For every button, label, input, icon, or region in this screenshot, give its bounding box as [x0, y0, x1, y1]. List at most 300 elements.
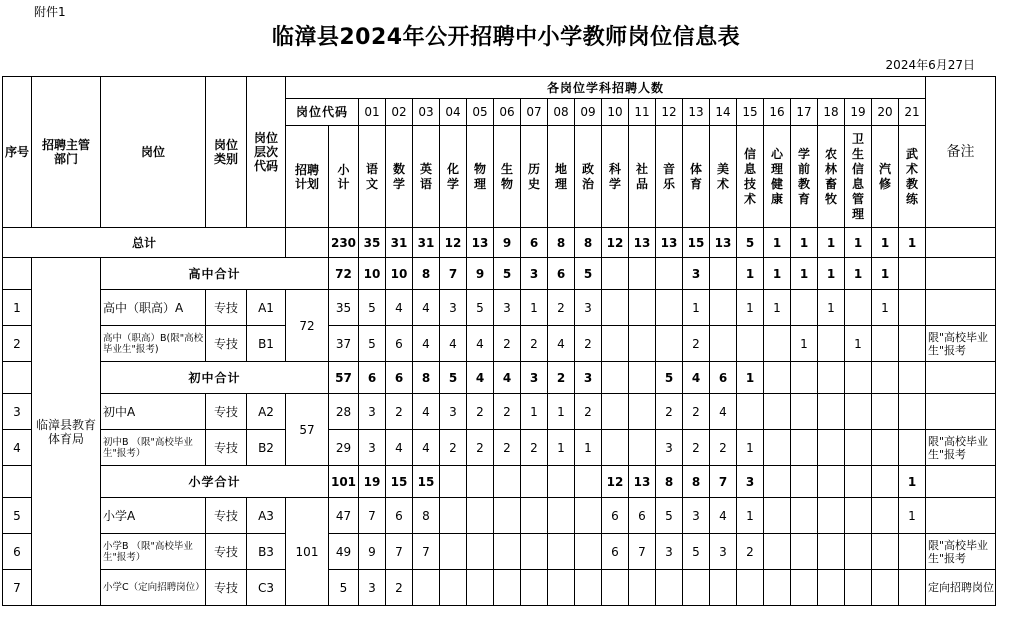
total-value: 9	[494, 228, 521, 258]
subject-code: 10	[602, 99, 629, 126]
row-value	[467, 570, 494, 606]
subject-code: 02	[386, 99, 413, 126]
header-post-type: 岗位类别	[206, 77, 247, 228]
section-value: 6	[548, 258, 575, 290]
section-subtotal: 101	[329, 466, 359, 498]
row-type: 专技	[206, 290, 247, 326]
row-remark: 限"高校毕业生"报考	[926, 534, 996, 570]
row-value	[656, 326, 683, 362]
row-value: 2	[521, 430, 548, 466]
row-value	[683, 570, 710, 606]
row-value: 5	[467, 290, 494, 326]
row-value: 6	[386, 326, 413, 362]
row-value: 3	[494, 290, 521, 326]
section-value: 8	[656, 466, 683, 498]
subject-code: 01	[359, 99, 386, 126]
row-value: 2	[467, 394, 494, 430]
row-value: 4	[413, 326, 440, 362]
row-value: 4	[710, 394, 737, 430]
row-value	[602, 430, 629, 466]
row-type: 专技	[206, 534, 247, 570]
document-date: 2024年6月27日	[885, 58, 975, 72]
header-row	[3, 77, 996, 99]
row-value	[872, 498, 899, 534]
section-value: 3	[737, 466, 764, 498]
subject-code: 19	[845, 99, 872, 126]
section-value	[629, 362, 656, 394]
section-value: 4	[494, 362, 521, 394]
subject-name: 心理健康	[764, 126, 791, 228]
row-value: 1	[737, 498, 764, 534]
section-value	[710, 258, 737, 290]
section-value: 19	[359, 466, 386, 498]
row-seq: 1	[3, 290, 32, 326]
total-value: 5	[737, 228, 764, 258]
page-title: 临漳县2024年公开招聘中小学教师岗位信息表	[271, 25, 741, 50]
section-value: 1	[845, 258, 872, 290]
row-value: 2	[494, 326, 521, 362]
subject-code: 14	[710, 99, 737, 126]
row-value	[818, 326, 845, 362]
total-value: 1	[845, 228, 872, 258]
row-remark	[926, 394, 996, 430]
subject-code: 07	[521, 99, 548, 126]
row-value	[548, 570, 575, 606]
dept-cell: 临漳县教育体育局	[32, 258, 101, 606]
total-value: 35	[359, 228, 386, 258]
section-value: 1	[791, 258, 818, 290]
total-value: 8	[548, 228, 575, 258]
section-value: 10	[359, 258, 386, 290]
remark-cell	[926, 466, 996, 498]
row-value	[845, 394, 872, 430]
row-value	[818, 430, 845, 466]
subject-code: 03	[413, 99, 440, 126]
total-subtotal: 230	[329, 228, 359, 258]
table-row	[3, 326, 996, 362]
row-value: 1	[521, 394, 548, 430]
row-value	[764, 498, 791, 534]
subject-name: 物理	[467, 126, 494, 228]
header-post: 岗位	[101, 77, 206, 228]
row-value	[467, 534, 494, 570]
row-value: 4	[467, 326, 494, 362]
row-value	[521, 534, 548, 570]
row-value: 1	[737, 290, 764, 326]
row-subtotal: 29	[329, 430, 359, 466]
row-value: 1	[548, 394, 575, 430]
subject-code: 13	[683, 99, 710, 126]
section-value	[899, 258, 926, 290]
row-value	[899, 570, 926, 606]
row-subtotal: 35	[329, 290, 359, 326]
section-value: 1	[737, 258, 764, 290]
row-value	[764, 326, 791, 362]
section-value: 5	[494, 258, 521, 290]
total-value: 31	[386, 228, 413, 258]
total-value: 1	[818, 228, 845, 258]
row-value	[818, 498, 845, 534]
row-subtotal: 37	[329, 326, 359, 362]
remark-cell	[926, 258, 996, 290]
row-value: 7	[386, 534, 413, 570]
subject-code: 21	[899, 99, 926, 126]
section-value: 3	[521, 362, 548, 394]
section-value: 8	[413, 362, 440, 394]
total-value: 13	[629, 228, 656, 258]
subject-name: 历史	[521, 126, 548, 228]
subject-name: 卫生信息管理	[845, 126, 872, 228]
row-seq: 5	[3, 498, 32, 534]
row-remark: 限"高校毕业生"报考	[926, 430, 996, 466]
row-value	[575, 498, 602, 534]
row-value	[440, 534, 467, 570]
subject-code: 11	[629, 99, 656, 126]
row-value: 4	[413, 394, 440, 430]
total-value: 15	[683, 228, 710, 258]
section-value	[764, 362, 791, 394]
section-value	[440, 466, 467, 498]
row-code: A1	[247, 290, 286, 326]
row-value	[494, 534, 521, 570]
row-seq: 2	[3, 326, 32, 362]
subject-code: 12	[656, 99, 683, 126]
row-value: 1	[548, 430, 575, 466]
row-value	[629, 430, 656, 466]
row-value	[791, 394, 818, 430]
table-row	[3, 534, 996, 570]
row-value	[899, 326, 926, 362]
seq-cell	[3, 466, 32, 498]
section-value: 5	[575, 258, 602, 290]
row-code: B2	[247, 430, 286, 466]
row-value: 6	[629, 498, 656, 534]
row-type: 专技	[206, 430, 247, 466]
section-value	[899, 362, 926, 394]
row-value	[629, 326, 656, 362]
subject-name: 体育	[683, 126, 710, 228]
section-value: 15	[386, 466, 413, 498]
row-value	[791, 534, 818, 570]
row-value: 1	[575, 430, 602, 466]
row-value	[629, 290, 656, 326]
row-value: 1	[791, 326, 818, 362]
row-value: 6	[386, 498, 413, 534]
row-value: 5	[359, 290, 386, 326]
row-value	[440, 570, 467, 606]
row-value: 6	[602, 498, 629, 534]
row-value	[575, 534, 602, 570]
subject-name: 学前教育	[791, 126, 818, 228]
row-value: 2	[683, 326, 710, 362]
row-value: 6	[602, 534, 629, 570]
row-value	[791, 290, 818, 326]
section-value	[845, 466, 872, 498]
subject-code: 18	[818, 99, 845, 126]
section-value: 13	[629, 466, 656, 498]
seq-cell	[3, 362, 32, 394]
row-value: 2	[575, 394, 602, 430]
row-value: 1	[683, 290, 710, 326]
header-seq: 序号	[3, 77, 32, 228]
section-value: 10	[386, 258, 413, 290]
row-value	[899, 394, 926, 430]
row-value	[602, 570, 629, 606]
recruitment-table	[2, 76, 996, 606]
row-value: 1	[899, 498, 926, 534]
subject-name: 武术教练	[899, 126, 926, 228]
subject-name: 信息技术	[737, 126, 764, 228]
row-value: 8	[413, 498, 440, 534]
row-value	[440, 498, 467, 534]
row-value	[575, 570, 602, 606]
section-value: 7	[710, 466, 737, 498]
section-value	[818, 362, 845, 394]
subject-code: 06	[494, 99, 521, 126]
section-value: 4	[467, 362, 494, 394]
row-value: 1	[818, 290, 845, 326]
row-value: 2	[494, 394, 521, 430]
row-value	[602, 326, 629, 362]
row-value: 1	[872, 290, 899, 326]
total-value: 1	[764, 228, 791, 258]
subject-name: 汽修	[872, 126, 899, 228]
section-value: 7	[440, 258, 467, 290]
row-value: 7	[629, 534, 656, 570]
row-type: 专技	[206, 326, 247, 362]
row-value: 3	[359, 430, 386, 466]
row-value	[602, 394, 629, 430]
row-post: 初中A	[101, 394, 206, 430]
subject-name: 社品	[629, 126, 656, 228]
row-post: 高中（职高）A	[101, 290, 206, 326]
subject-name: 生物	[494, 126, 521, 228]
subject-code: 17	[791, 99, 818, 126]
row-value	[413, 570, 440, 606]
row-value	[656, 570, 683, 606]
subject-name: 英语	[413, 126, 440, 228]
row-seq: 7	[3, 570, 32, 606]
section-value: 3	[683, 258, 710, 290]
row-value	[845, 570, 872, 606]
row-value: 2	[521, 326, 548, 362]
section-value: 2	[548, 362, 575, 394]
row-value: 4	[548, 326, 575, 362]
section-value	[791, 362, 818, 394]
row-type: 专技	[206, 394, 247, 430]
row-value: 4	[413, 430, 440, 466]
total-label: 总计	[3, 228, 286, 258]
row-value	[899, 534, 926, 570]
total-value: 13	[467, 228, 494, 258]
section-label: 高中合计	[101, 258, 329, 290]
section-value	[548, 466, 575, 498]
row-plan: 57	[286, 394, 329, 466]
row-remark: 定向招聘岗位	[926, 570, 996, 606]
section-total-row	[3, 362, 996, 394]
row-value	[494, 570, 521, 606]
row-value: 5	[656, 498, 683, 534]
subject-name: 政治	[575, 126, 602, 228]
row-value	[737, 394, 764, 430]
row-value: 3	[656, 430, 683, 466]
header-post-code: 岗位代码	[286, 99, 359, 126]
row-value	[872, 326, 899, 362]
section-value: 1	[737, 362, 764, 394]
total-value: 1	[791, 228, 818, 258]
row-value	[818, 394, 845, 430]
section-label: 初中合计	[101, 362, 329, 394]
section-value: 8	[683, 466, 710, 498]
section-value: 1	[872, 258, 899, 290]
section-value	[602, 362, 629, 394]
row-value: 3	[710, 534, 737, 570]
total-row	[3, 228, 996, 258]
row-value	[818, 570, 845, 606]
row-value	[872, 394, 899, 430]
section-value	[845, 362, 872, 394]
section-value: 6	[710, 362, 737, 394]
remark-cell	[926, 362, 996, 394]
subject-name: 化学	[440, 126, 467, 228]
row-post: 高中（职高）B(限"高校毕业生"报考)	[101, 326, 206, 362]
section-value	[467, 466, 494, 498]
row-value	[710, 290, 737, 326]
row-value: 1	[737, 430, 764, 466]
section-value: 6	[386, 362, 413, 394]
row-value: 3	[359, 394, 386, 430]
section-value: 9	[467, 258, 494, 290]
row-value	[845, 534, 872, 570]
row-type: 专技	[206, 570, 247, 606]
row-remark	[926, 498, 996, 534]
row-value: 3	[440, 290, 467, 326]
row-value	[656, 290, 683, 326]
table-row	[3, 290, 996, 326]
section-value	[575, 466, 602, 498]
row-value: 2	[737, 534, 764, 570]
row-value	[818, 534, 845, 570]
header-level-code: 岗位层次代码	[247, 77, 286, 228]
subject-code: 08	[548, 99, 575, 126]
row-subtotal: 5	[329, 570, 359, 606]
row-value: 2	[683, 394, 710, 430]
section-value: 15	[413, 466, 440, 498]
section-value	[872, 466, 899, 498]
row-value	[764, 394, 791, 430]
row-value: 2	[440, 430, 467, 466]
row-value	[791, 498, 818, 534]
row-value: 4	[386, 290, 413, 326]
total-plan	[286, 228, 329, 258]
row-value	[872, 430, 899, 466]
section-subtotal: 57	[329, 362, 359, 394]
row-value	[791, 430, 818, 466]
row-value: 2	[683, 430, 710, 466]
attachment-label: 附件1	[34, 5, 66, 19]
section-value: 5	[440, 362, 467, 394]
row-value: 2	[575, 326, 602, 362]
row-value: 4	[386, 430, 413, 466]
row-post: 初中B （限"高校毕业生"报考）	[101, 430, 206, 466]
section-value: 5	[656, 362, 683, 394]
row-value: 2	[467, 430, 494, 466]
total-remark	[926, 228, 996, 258]
section-value	[602, 258, 629, 290]
section-value: 1	[899, 466, 926, 498]
subject-code: 04	[440, 99, 467, 126]
section-value: 1	[764, 258, 791, 290]
section-total-row	[3, 258, 996, 290]
section-value	[494, 466, 521, 498]
header-subtotal: 小计	[329, 126, 359, 228]
row-plan: 101	[286, 498, 329, 606]
section-value	[791, 466, 818, 498]
total-value: 31	[413, 228, 440, 258]
subject-name: 农林畜牧	[818, 126, 845, 228]
row-value: 4	[413, 290, 440, 326]
row-value: 7	[413, 534, 440, 570]
row-value	[737, 326, 764, 362]
header-dept: 招聘主管部门	[32, 77, 101, 228]
row-value: 3	[575, 290, 602, 326]
row-code: C3	[247, 570, 286, 606]
total-value: 8	[575, 228, 602, 258]
row-seq: 4	[3, 430, 32, 466]
row-value: 2	[548, 290, 575, 326]
section-value	[872, 362, 899, 394]
row-value	[845, 430, 872, 466]
subject-name: 地理	[548, 126, 575, 228]
section-value	[629, 258, 656, 290]
subject-name: 科学	[602, 126, 629, 228]
row-value	[494, 498, 521, 534]
subject-code: 05	[467, 99, 494, 126]
section-value: 6	[359, 362, 386, 394]
row-value: 9	[359, 534, 386, 570]
section-value: 12	[602, 466, 629, 498]
row-code: B3	[247, 534, 286, 570]
subject-code: 15	[737, 99, 764, 126]
section-value	[521, 466, 548, 498]
row-subtotal: 28	[329, 394, 359, 430]
row-value: 2	[386, 394, 413, 430]
total-value: 1	[899, 228, 926, 258]
row-value: 4	[440, 326, 467, 362]
row-value: 2	[656, 394, 683, 430]
header-subject-count: 各岗位学科招聘人数	[286, 77, 926, 99]
total-value: 13	[710, 228, 737, 258]
row-value: 5	[359, 326, 386, 362]
subject-code: 20	[872, 99, 899, 126]
row-value	[845, 290, 872, 326]
row-value	[548, 498, 575, 534]
row-code: A2	[247, 394, 286, 430]
row-value	[872, 570, 899, 606]
subject-name: 音乐	[656, 126, 683, 228]
row-value: 2	[710, 430, 737, 466]
row-value	[791, 570, 818, 606]
row-value	[710, 326, 737, 362]
subject-code: 16	[764, 99, 791, 126]
total-value: 12	[602, 228, 629, 258]
row-code: B1	[247, 326, 286, 362]
section-value: 1	[818, 258, 845, 290]
section-subtotal: 72	[329, 258, 359, 290]
row-value: 1	[845, 326, 872, 362]
section-label: 小学合计	[101, 466, 329, 498]
subject-name: 数学	[386, 126, 413, 228]
